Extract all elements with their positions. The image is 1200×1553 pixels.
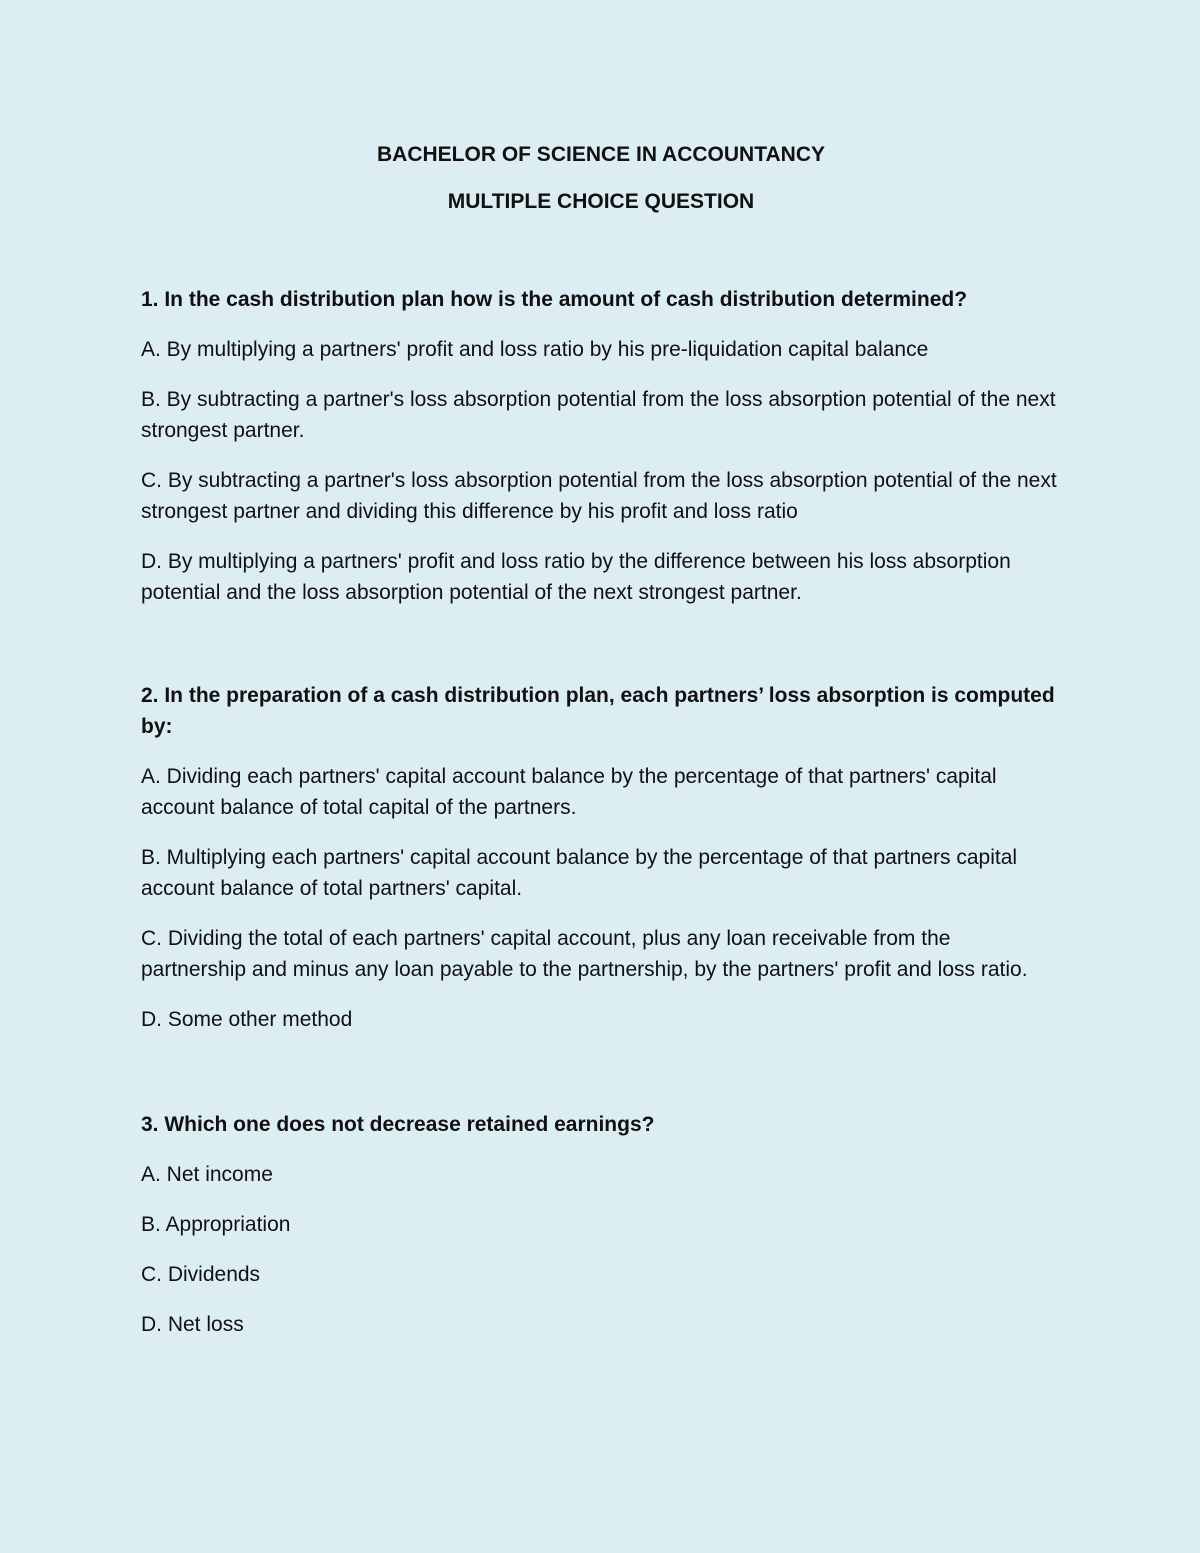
question-2-option-a: A. Dividing each partners' capital account balance by the percentage of that partners' capital account balance of total capital of the partners. — [141, 765, 997, 819]
question-2-text: 2. In the preparation of a cash distribution plan, each partners’ loss absorption is computed by: — [141, 684, 1055, 738]
question-1 — [141, 284, 1061, 608]
document-page — [141, 140, 1061, 1340]
question-2-option-d: D. Some other method — [141, 1008, 353, 1031]
document-subtitle: MULTIPLE CHOICE QUESTION — [447, 190, 755, 213]
question-2-option-c: C. Dividing the total of each partners' capital account, plus any loan receivable from the partnership and minus any loan payable to the partnership, by the partners' profit and loss ratio. — [141, 927, 1028, 981]
question-1-option-c: C. By subtracting a partner's loss absorption potential from the loss absorption potential of the next strongest partner and dividing this difference by his profit and loss ratio — [141, 469, 1057, 523]
question-1-text: 1. In the cash distribution plan how is the amount of cash distribution determined? — [141, 288, 968, 311]
question-3-option-b: B. Appropriation — [141, 1213, 291, 1236]
document-title: BACHELOR OF SCIENCE IN ACCOUNTANCY — [376, 143, 825, 166]
question-2 — [141, 680, 1061, 1035]
question-3-option-a: A. Net income — [141, 1163, 273, 1186]
question-1-option-d: D. By multiplying a partners' profit and loss ratio by the difference between his loss absorption potential and the loss absorption potential of the next strongest partner. — [141, 550, 1011, 604]
question-1-option-a: A. By multiplying a partners' profit and loss ratio by his pre-liquidation capital balance — [141, 338, 929, 361]
question-1-option-b: B. By subtracting a partner's loss absorption potential from the loss absorption potential of the next strongest partner. — [141, 388, 1056, 442]
question-3-text: 3. Which one does not decrease retained earnings? — [141, 1113, 655, 1136]
question-3-option-d: D. Net loss — [141, 1313, 244, 1336]
question-3 — [141, 1109, 1061, 1340]
question-3-option-c: C. Dividends — [141, 1263, 261, 1286]
question-2-option-b: B. Multiplying each partners' capital account balance by the percentage of that partners capital account balance of total partners' capital. — [141, 846, 1018, 900]
